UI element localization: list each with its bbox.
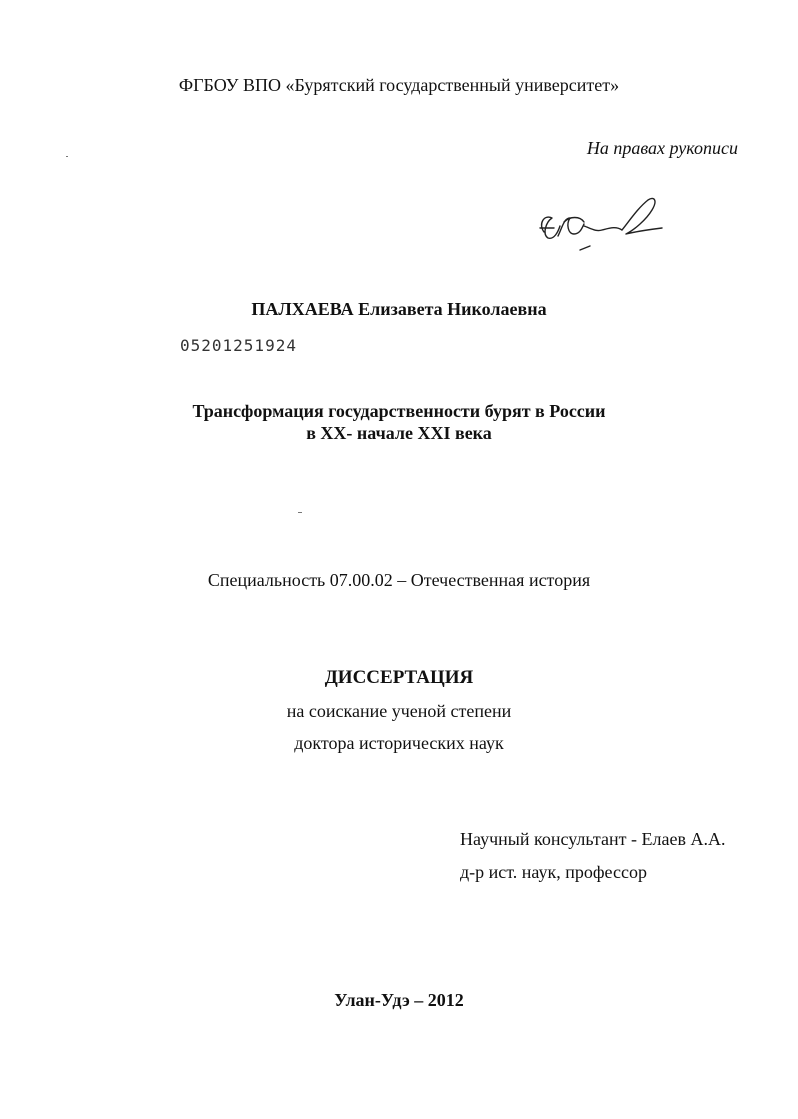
specialty: Специальность 07.00.02 – Отечественная история [207,570,591,590]
degree-line2: доктора исторических наук [294,733,504,753]
scan-speck [66,156,68,157]
author-name: ПАЛХАЕВА Елизавета Николаевна [251,299,547,319]
signature [530,188,670,264]
work-type-heading: ДИССЕРТАЦИЯ [324,667,474,688]
degree-line1: на соискание ученой степени [286,701,512,721]
institution-name: ФГБОУ ВПО «Бурятский государственный университет» [178,75,620,95]
consultant-credentials: д-р ист. наук, профессор [460,862,647,882]
thesis-title-line2: в XX- начале XXI века [306,423,492,443]
thesis-title-line1: Трансформация государственности бурят в России [192,401,606,421]
manuscript-rights-note: На правах рукописи [586,138,738,158]
scientific-consultant: Научный консультант - Елаев А.А. [460,829,726,849]
scan-speck [298,512,302,513]
place-and-year: Улан-Удэ – 2012 [334,990,464,1010]
registry-number: 05201251924 [180,336,297,355]
